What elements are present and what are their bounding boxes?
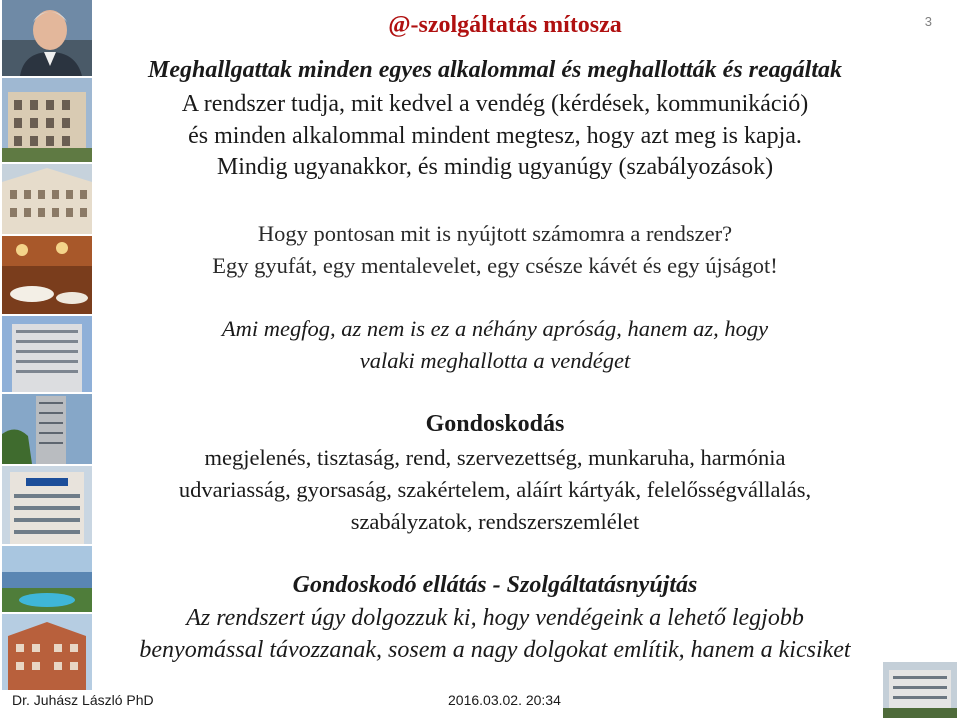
para3-line1: Ami megfog, az nem is ez a néhány apróság, hanem az, hogy xyxy=(221,316,769,341)
corner-building-photo xyxy=(883,662,957,718)
lakeside-pool-photo xyxy=(2,546,92,612)
brick-hotel-photo xyxy=(2,614,92,690)
slide-title: @-szolgáltatás mítosza xyxy=(388,12,622,38)
footer-author: Dr. Juhász László PhD xyxy=(12,692,154,708)
para2-line2: Egy gyufát, egy mentalevelet, egy csésze kávét és egy újságot! xyxy=(212,253,778,278)
heading-service: Gondoskodó ellátás - Szolgáltatásnyújtás xyxy=(292,572,698,598)
para4-line2: udvariasság, gyorsaság, szakértelem, aláírt kártyák, felelősségvállalás, xyxy=(178,477,812,502)
restaurant-interior-photo xyxy=(2,236,92,314)
para1-line2: és minden alkalommal mindent megtesz, hogy azt meg is kapja. xyxy=(188,123,802,149)
grand-hotel-photo xyxy=(2,164,92,234)
para4-line1: megjelenés, tisztaság, rend, szervezettség, munkaruha, harmónia xyxy=(204,445,786,470)
modern-hotel-photo xyxy=(2,316,92,392)
heading-listened: Meghallgattak minden egyes alkalommal és meghallották és reagáltak xyxy=(148,57,842,83)
portrait-photo xyxy=(2,0,92,76)
photo-sidebar xyxy=(2,0,92,690)
novotel-photo xyxy=(2,466,92,544)
page-number: 3 xyxy=(924,14,932,29)
tower-hotel-photo xyxy=(2,394,92,464)
hotel-facade-photo xyxy=(2,78,92,162)
footer-date: 2016.03.02. 20:34 xyxy=(448,692,561,708)
para1-line3: Mindig ugyanakkor, és mindig ugyanúgy (szabályozások) xyxy=(216,154,774,180)
heading-care: Gondoskodás xyxy=(425,411,565,437)
para3-line2: valaki meghallotta a vendéget xyxy=(359,348,631,373)
para1-line1: A rendszer tudja, mit kedvel a vendég (kérdések, kommunikáció) xyxy=(181,91,809,117)
para5-line1: Az rendszert úgy dolgozzuk ki, hogy vendégeink a lehető legjobb xyxy=(186,605,804,631)
para4-line3: szabályzatok, rendszerszemlélet xyxy=(350,509,640,534)
para2-line1: Hogy pontosan mit is nyújtott számomra a rendszer? xyxy=(257,221,733,246)
para5-line2: benyomással távozzanak, sosem a nagy dolgokat említik, hanem a kicsiket xyxy=(139,637,851,663)
